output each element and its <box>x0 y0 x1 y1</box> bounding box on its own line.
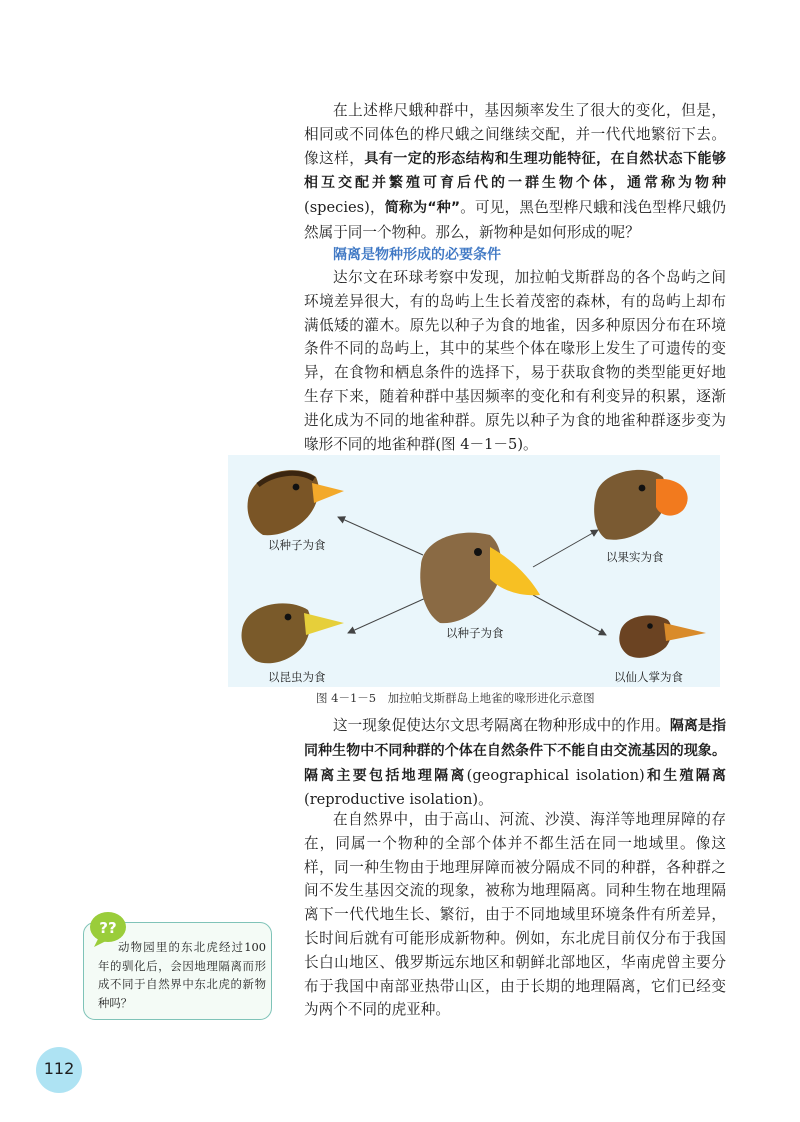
label-seed-eater-center: 以种子为食 <box>446 626 504 640</box>
paragraph-species-definition <box>304 99 726 245</box>
p1-text-e: 。可见，黑色型桦尺蛾和浅色型桦尺蛾仍然属于同一个物种。那么，新物种是如何形成的呢？ <box>304 199 726 241</box>
p3-text-geographical-term: (geographical isolation) <box>466 766 645 784</box>
svg-text:??: ?? <box>99 919 117 937</box>
p3-text-reproductive-term: (reproductive isolation)。 <box>304 791 493 809</box>
page-number-badge <box>36 1047 82 1093</box>
finch-illustration <box>228 455 720 687</box>
label-cactus-eater: 以仙人掌为食 <box>614 670 683 684</box>
paragraph-isolation-definition <box>304 714 726 812</box>
label-fruit-eater: 以果实为食 <box>606 550 664 564</box>
label-insect-eater: 以昆虫为食 <box>268 670 326 684</box>
p1-bold-definition: 具有一定的形态结构和生理功能特征，在自然状态下能够相互交配并繁殖可育后代的一群生物个体，通常称为物种 <box>304 150 726 192</box>
label-seed-eater-top: 以种子为食 <box>268 538 326 552</box>
p1-text-species-term: (species)， <box>304 199 385 217</box>
finch-beak-figure <box>228 455 720 687</box>
thinking-question: 动物园里的东北虎经过100 年的驯化后，会因地理隔离而形成不同于自然界中东北虎的新物种吗？ <box>98 940 266 1010</box>
paragraph-darwin-finches: 达尔文在环球考察中发现，加拉帕戈斯群岛的各个岛屿之间环境差异很大，有的岛屿上生长着茂密的森林，有的岛屿上却布满低矮的灌木。原先以种子为食的地雀，因多种原因分布在环境条件不同的岛屿上，其中的某些个体在喙形上发生了可遗传的变异，在食物和栖息条件的选择下，易于获取食物的类型能更好地生存下来，随着种群中基因频率的变化和有利变异的积累，逐渐进化成为不同的地雀种群。原先以种子为食的地雀种群逐步变为喙形不同的地雀种群(图 4－1－5)。 <box>304 269 726 453</box>
p1-bold-short-name: 简称为“种” <box>384 200 461 217</box>
section-heading: 隔离是物种形成的必要条件 <box>333 247 501 263</box>
p3-bold-definition: 隔离是指同种生物中不同种群的个体在自然条件下不能自由交流基因的现象。隔离主要包括地理隔离 <box>304 718 726 784</box>
figure-caption: 图 4－1－5 加拉帕戈斯群岛上地雀的喙形进化示意图 <box>316 691 595 705</box>
p3-bold-reproductive: 和生殖隔离 <box>644 767 727 784</box>
p1-text-a: 在上述桦尺蛾种群中，基因频率发生了很大的变化，但是，相同或不同体色的桦尺蛾之间继续交配，并一代代地繁衍下去。像这样， <box>304 102 726 167</box>
page-number: 112 <box>43 1059 75 1078</box>
paragraph-geographic-isolation: 在自然界中，由于高山、河流、沙漠、海洋等地理屏障的存在，同属一个物种的全部个体并不都生活在同一地域里。像这样，同一种生物由于地理屏障而被分隔成不同的种群，各种群之间不发生基因交流的现象，被称为地理隔离。同种生物在地理隔离下一代代地生长、繁衍，由于不同地域里环境条件有所差异，长时间后就有可能形成新物种。例如，东北虎目前仅分布于我国长白山地区、俄罗斯远东地区和朝鲜北部地区，华南虎曾主要分布于我国中南部亚热带山区，由于长期的地理隔离，它们已经变为两个不同的虎亚种。 <box>304 811 726 1019</box>
p3-text-a: 这一现象促使达尔文思考隔离在物种形成中的作用。 <box>333 717 670 734</box>
